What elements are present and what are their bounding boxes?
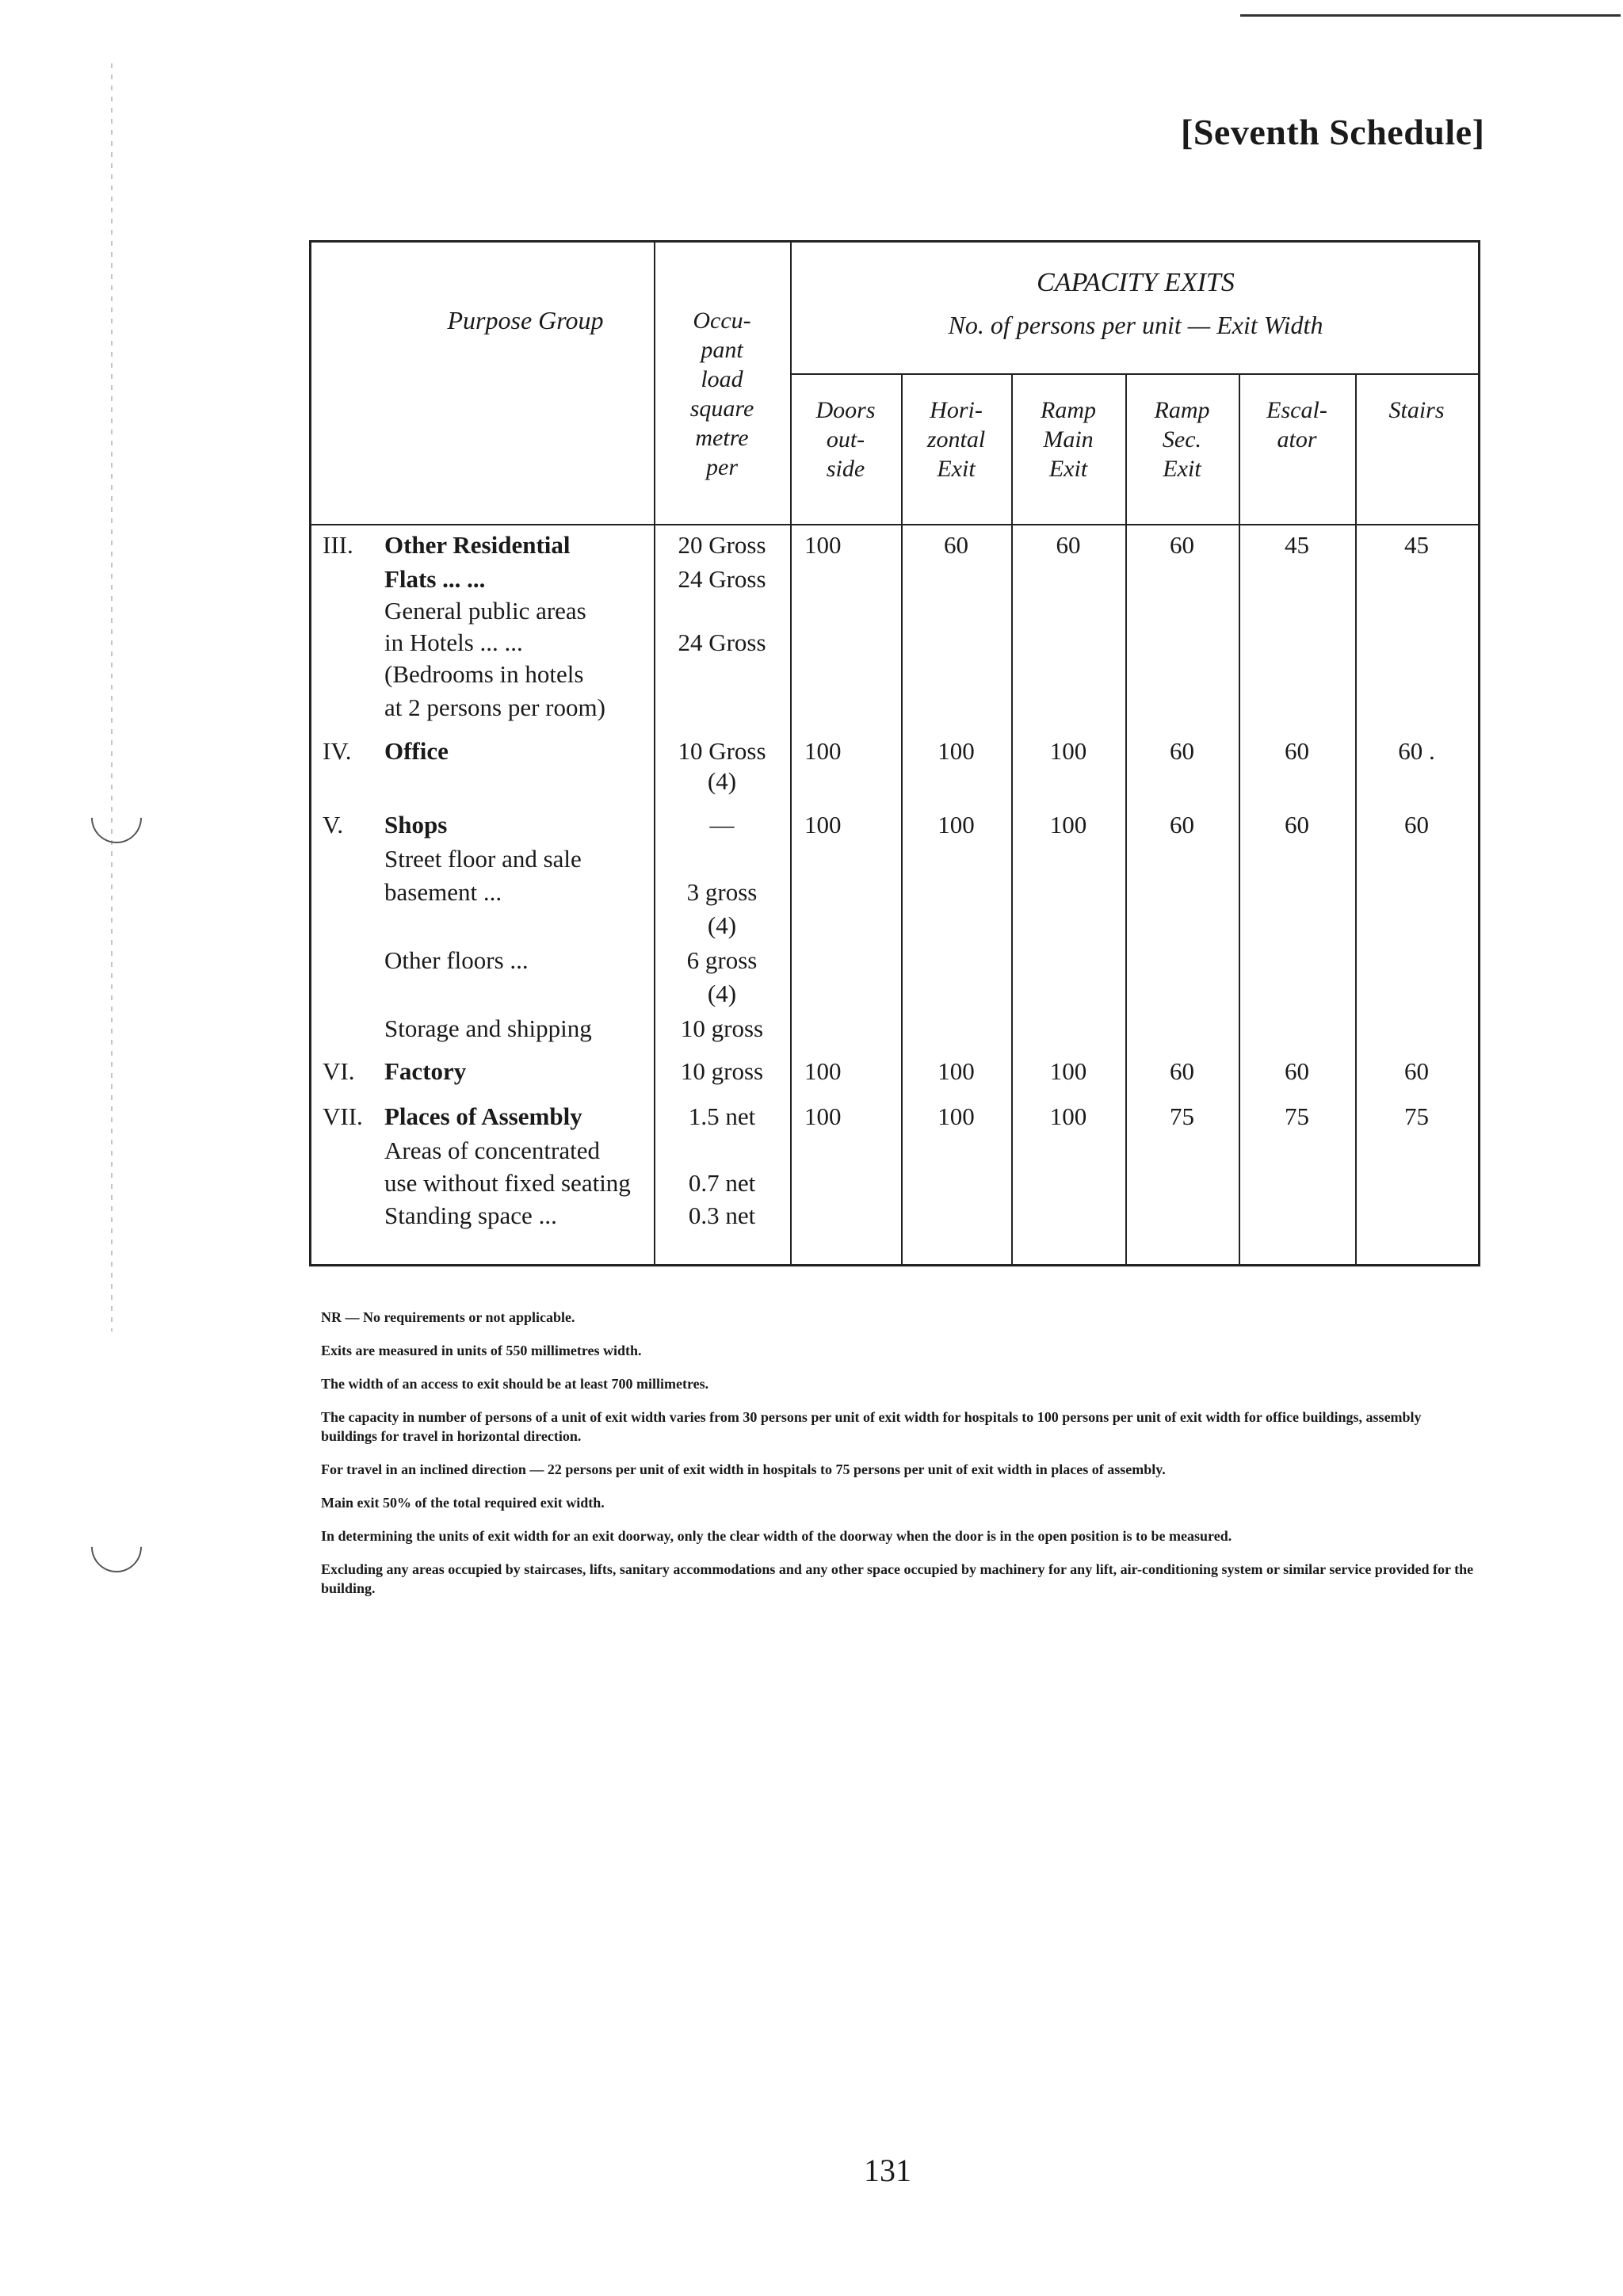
table-row — [311, 735, 1478, 767]
cell-escalator: 75 — [1285, 1102, 1309, 1130]
cell-ramp-sec: 60 — [1170, 737, 1194, 765]
capacity-exits-subtitle: No. of persons per unit — Exit Width — [948, 311, 1323, 339]
punch-hole-upper — [81, 782, 153, 854]
cell-escalator: 60 — [1285, 737, 1309, 765]
horizontal-exit-header: Hori- zontal Exit — [926, 397, 986, 482]
footnote: The capacity in number of persons of a unit of exit width varies from 30 persons per unit of exit width for hospitals to 100 persons per unit of exit width for office buildings, assembly buildings for travel in horizontal direction. — [321, 1409, 1422, 1444]
cell-ramp-sec: 75 — [1170, 1102, 1194, 1130]
footnote: For travel in an inclined direction — 22 persons per unit of exit width in hospitals to 75 persons per unit of exit width in places of assembly. — [321, 1461, 1166, 1477]
cell-group: Office — [384, 737, 449, 765]
cell-ramp-main: 100 — [1049, 1102, 1087, 1130]
capacity-exits-table — [309, 240, 1480, 1266]
cell-num: VI. — [323, 1057, 355, 1085]
cell-escalator: 45 — [1285, 531, 1309, 559]
cell-horiz: 100 — [938, 811, 975, 839]
header-divider — [790, 373, 1478, 375]
purpose-group-header: Purpose Group — [447, 306, 604, 334]
table-row — [311, 945, 1478, 976]
table-row — [311, 843, 1478, 875]
capacity-exits-title: CAPACITY EXITS — [1037, 268, 1235, 297]
cell-escalator: 60 — [1285, 1057, 1309, 1085]
cell-group: Places of Assembly — [384, 1102, 582, 1130]
cell-doors: 100 — [804, 531, 842, 559]
cell-ramp-sec: 60 — [1170, 531, 1194, 559]
cell-num: III. — [323, 531, 353, 559]
cell-load: 10 gross — [680, 1057, 764, 1085]
cell-group: Other Residential — [384, 531, 571, 559]
cell-load: (4) — [707, 767, 737, 795]
doors-outside-header: Doors out- side — [815, 397, 876, 482]
cell-group: Areas of concentrated — [384, 1137, 600, 1164]
cell-group: (Bedrooms in hotels — [384, 660, 584, 688]
cell-load: 1.5 net — [688, 1102, 756, 1130]
footnote: Main exit 50% of the total required exit width. — [321, 1495, 605, 1511]
cell-ramp-main: 100 — [1049, 811, 1087, 839]
cell-horiz: 60 — [944, 531, 968, 559]
cell-group: Flats ... ... — [384, 565, 486, 593]
cell-load: 6 gross — [686, 946, 758, 974]
cell-horiz: 100 — [938, 1057, 975, 1085]
cell-group: Storage and shipping — [384, 1014, 592, 1042]
escalator-header: Escal- ator — [1266, 397, 1327, 453]
cell-load: 0.3 net — [688, 1201, 756, 1229]
cell-group: at 2 persons per room) — [384, 693, 605, 721]
table-row — [311, 563, 1478, 595]
cell-num: IV. — [323, 737, 352, 765]
cell-doors: 100 — [804, 737, 842, 765]
top-rule — [1240, 14, 1621, 17]
footnote: Excluding any areas occupied by staircases, lifts, sanitary accommodations and any other space occupied by machinery for any lift, air-conditioning system or similar service provided for the building. — [321, 1561, 1474, 1596]
cell-load: 24 Gross — [678, 628, 766, 656]
cell-stairs: 75 — [1404, 1102, 1429, 1130]
table-row — [311, 1056, 1478, 1087]
cell-load: 0.7 net — [688, 1169, 756, 1197]
cell-group: Shops — [384, 811, 448, 839]
footnotes — [321, 1308, 1478, 1612]
cell-group: in Hotels ... ... — [384, 628, 523, 656]
occupant-load-header: Occu- pant load square metre per — [689, 308, 754, 480]
cell-num: VII. — [323, 1102, 363, 1130]
table-row — [311, 529, 1478, 561]
binding-edge — [111, 63, 113, 1331]
page-header: [Seventh Schedule] — [1181, 112, 1485, 152]
cell-doors: 100 — [804, 1102, 842, 1130]
cell-escalator: 60 — [1285, 811, 1309, 839]
cell-ramp-main: 100 — [1049, 737, 1087, 765]
cell-group: General public areas — [384, 597, 586, 625]
cell-doors: 100 — [804, 1057, 842, 1085]
cell-group: Other floors ... — [384, 946, 529, 974]
cell-ramp-main: 100 — [1049, 1057, 1087, 1085]
table-row — [311, 659, 1478, 690]
footnote: Exits are measured in units of 550 millimetres width. — [321, 1343, 642, 1358]
table-row — [311, 1167, 1478, 1199]
cell-group: Standing space ... — [384, 1201, 557, 1229]
cell-load: 10 Gross — [678, 737, 766, 765]
cell-stairs: 60 — [1404, 811, 1429, 839]
footnote: The width of an access to exit should be at least 700 millimetres. — [321, 1376, 709, 1392]
cell-doors: 100 — [804, 811, 842, 839]
footnote: NR — No requirements or not applicable. — [321, 1309, 575, 1325]
cell-stairs: 60 . — [1398, 737, 1435, 765]
cell-horiz: 100 — [938, 737, 975, 765]
cell-ramp-sec: 60 — [1170, 1057, 1194, 1085]
footnote: In determining the units of exit width for an exit doorway, only the clear width of the doorway when the door is in the open position is to be measured. — [321, 1528, 1232, 1544]
table-row — [311, 1013, 1478, 1045]
table-row — [311, 1200, 1478, 1232]
cell-ramp-sec: 60 — [1170, 811, 1194, 839]
cell-group: use without fixed seating — [384, 1169, 631, 1197]
punch-hole-lower — [81, 1511, 153, 1584]
table-row — [311, 809, 1478, 841]
table-row — [311, 877, 1478, 908]
ramp-main-exit-header: Ramp Main Exit — [1041, 397, 1096, 482]
cell-num: V. — [323, 811, 344, 839]
cell-load: 24 Gross — [678, 565, 766, 593]
cell-group: Street floor and sale — [384, 845, 582, 873]
stairs-header: Stairs — [1388, 397, 1445, 423]
table-row — [311, 595, 1478, 627]
table-row — [311, 766, 1478, 797]
table-row — [311, 1135, 1478, 1167]
cell-load: — — [709, 811, 735, 839]
header-bottom-rule — [311, 524, 1478, 525]
table-row — [311, 1101, 1478, 1133]
table-row — [311, 978, 1478, 1010]
cell-load: 20 Gross — [678, 531, 766, 559]
cell-ramp-main: 60 — [1056, 531, 1081, 559]
table-row — [311, 627, 1478, 659]
cell-load: (4) — [707, 911, 737, 939]
cell-load: 3 gross — [686, 878, 758, 906]
cell-group: Factory — [384, 1057, 467, 1085]
table-row — [311, 910, 1478, 942]
cell-group: basement ... — [384, 878, 502, 906]
page-number: 131 — [864, 2153, 911, 2188]
ramp-sec-exit-header: Ramp Sec. Exit — [1154, 397, 1210, 482]
cell-stairs: 45 — [1404, 531, 1429, 559]
cell-load: (4) — [707, 980, 737, 1007]
cell-stairs: 60 — [1404, 1057, 1429, 1085]
cell-load: 10 gross — [680, 1014, 764, 1042]
table-row — [311, 692, 1478, 724]
cell-horiz: 100 — [938, 1102, 975, 1130]
